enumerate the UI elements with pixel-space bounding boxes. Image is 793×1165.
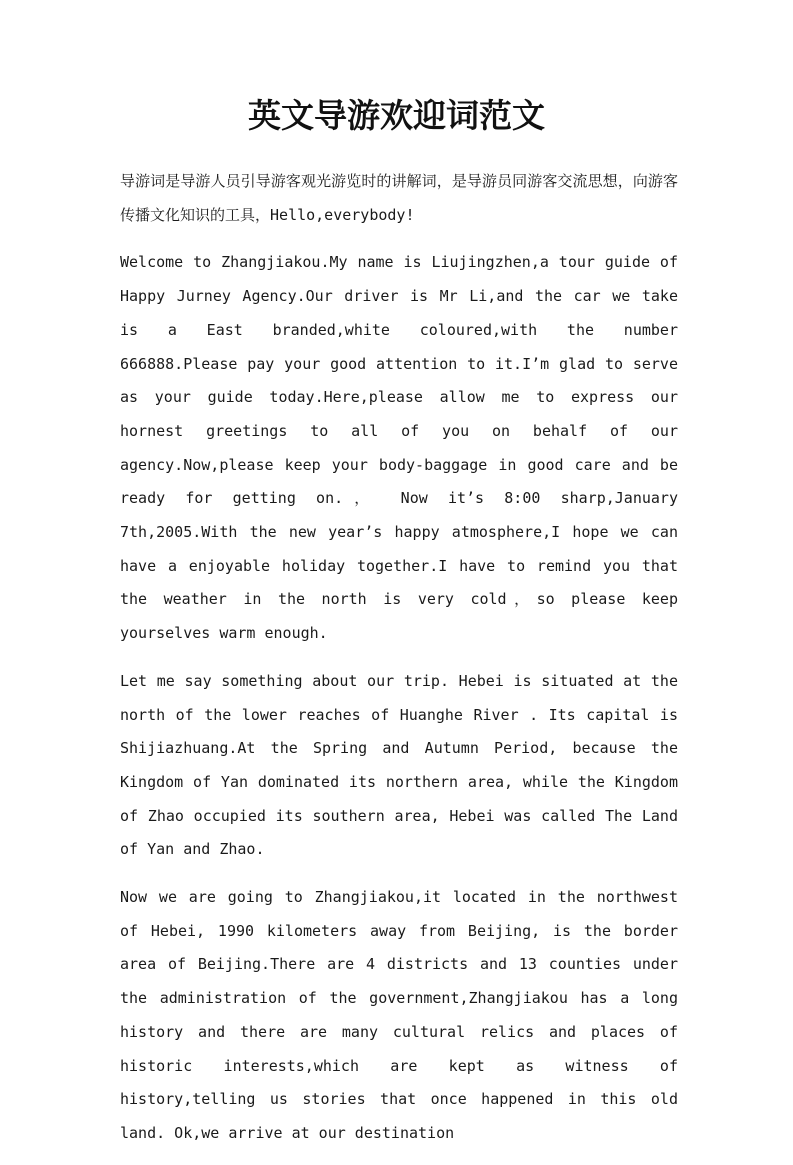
paragraph-trip-hebei: Let me say something about our trip. Hebei is situated at the north of the lower reaches of Huanghe River . Its capital is Shijiazhuang.At the Spring and Autumn Period, because the Kingdom of Yan dominated its northern area, while the Kingdom of Zhao occupied its southern area, Hebei was called The Land of Yan and Zhao. (120, 671, 678, 859)
document-title: 英文导游欢迎词范文 (248, 96, 545, 135)
paragraph-intro: 导游词是导游人员引导游客观光游览时的讲解词，是导游员同游客交流思想，向游客传播文化知识的工具，Hello,everybody! (120, 172, 678, 224)
document-body (120, 165, 678, 1165)
paragraph-zhangjiakou: Now we are going to Zhangjiakou,it located in the northwest of Hebei, 1990 kilometers away from Beijing, is the border area of Beijing.There are 4 districts and 13 counties under the administration of the government,Zhangjiakou has a long history and there are many cultural relics and places of historic interests,which are kept as witness of history,telling us stories that once happened in this old land. Ok,we arrive at our destination (120, 888, 678, 1142)
paragraph-welcome: Welcome to Zhangjiakou.My name is Liujingzhen,a tour guide of Happy Jurney Agency.Our driver is Mr Li,and the car we take is a East branded,white coloured,with the number 666888.Please pay your good attention to it.I’m glad to serve as your guide today.Here,please allow me to express our hornest greetings to all of you on behalf of our agency.Now,please keep your body-baggage in good care and be ready for getting on.， Now it’s 8:00 sharp,January 7th,2005.With the new year’s happy atmosphere,I hope we can have a enjoyable holiday together.I have to remind you that the weather in the north is very cold，so please keep yourselves warm enough. (120, 253, 678, 643)
